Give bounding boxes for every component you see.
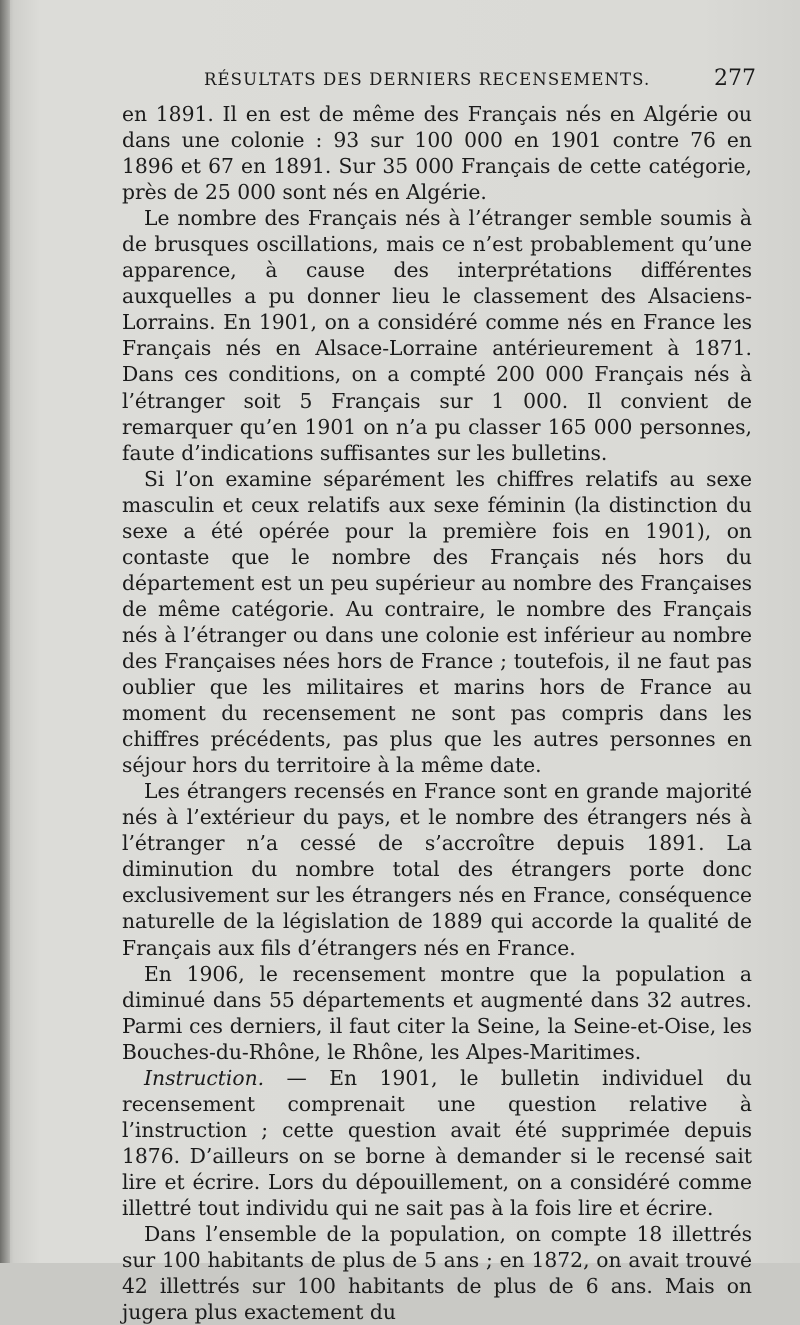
body-text [122, 101, 752, 1325]
paragraph: Le nombre des Français nés à l’étranger semble soumis à de brusques oscillations, mais ce n’est probablement qu’une apparence, à cause des interprétations différentes auxquelles a pu donner lieu le classement des Alsaciens-Lorrains. En 1901, on a considéré comme nés en France les Français nés en Alsace-Lorraine antérieurement à 1871. Dans ces conditions, on a compté 200 000 Français nés à l’étranger soit 5 Français sur 1 000. Il convient de remarquer qu’en 1901 on n’a pu classer 165 000 personnes, faute d’indications suffisantes sur les bulletins. [122, 206, 752, 465]
paragraph: Si l’on examine séparément les chiffres relatifs au sexe masculin et ceux relatifs aux sexe féminin (la distinction du sexe a été opérée pour la première fois en 1901), on contaste que le nombre des Français nés hors du département est un peu supérieur au nombre des Françaises de même catégorie. Au contraire, le nombre des Français nés à l’étranger ou dans une colonie est inférieur au nombre des Françaises nées hors de France ; toutefois, il ne faut pas oublier que les militaires et marins hors de France au moment du recensement ne sont pas compris dans les chiffres précédents, pas plus que les autres personnes en séjour hors du territoire à la même date. [122, 466, 752, 778]
paragraph: Les étrangers recensés en France sont en grande majorité nés à l’extérieur du pays, et le nombre des étrangers nés à l’étranger n’a cessé de s’accroître depuis 1891. La diminution du nombre total des étrangers porte donc exclusivement sur les étrangers nés en France, conséquence naturelle de la législation de 1889 qui accorde la qualité de Français aux fils d’étrangers nés en France. [122, 779, 752, 960]
page-header [204, 68, 756, 94]
paragraph-text: — En 1901, le bulletin individuel du recensement comprenait une question relative à l’instruction ; cette question avait été supprimée depuis 1876. D’ailleurs on se borne à demander si le recensé sait lire et écrire. Lors du dépouillement, on a considéré comme illettré tout individu qui ne sait pas à la fois lire et écrire. [122, 1065, 752, 1220]
paragraph [122, 1065, 752, 1221]
section-heading-instruction: Instruction. [144, 1065, 265, 1090]
running-head: RÉSULTATS DES DERNIERS RECENSEMENTS. [204, 70, 651, 89]
paragraph: En 1906, le recensement montre que la population a diminué dans 55 départements et augmenté dans 32 autres. Parmi ces derniers, il faut citer la Seine, la Seine-et-Oise, les Bouches-du-Rhône, le Rhône, les Alpes-Maritimes. [122, 961, 752, 1064]
scan-binding-edge [0, 0, 10, 1263]
paragraph: en 1891. Il en est de même des Français nés en Algérie ou dans une colonie : 93 sur 100 000 en 1901 contre 76 en 1896 et 67 en 1891. Sur 35 000 Français de cette catégorie, près de 25 000 sont nés en Algérie. [122, 102, 752, 205]
page-number: 277 [714, 66, 756, 91]
paragraph: Dans l’ensemble de la population, on compte 18 illettrés sur 100 habitants de plus de 5 ans ; en 1872, on avait trouvé 42 illettrés sur 100 habitants de plus de 6 ans. Mais on jugera plus exactement du [122, 1222, 752, 1325]
